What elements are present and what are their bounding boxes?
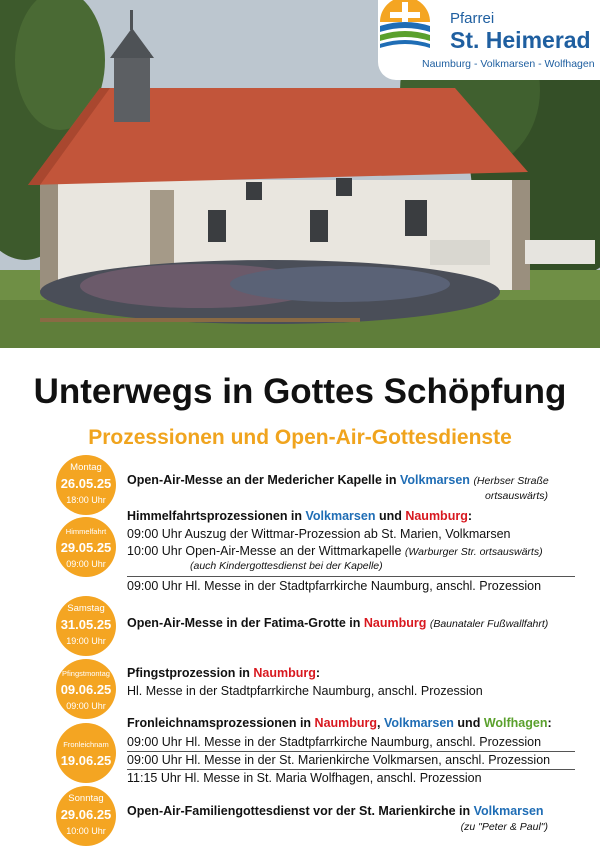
event-2-line-3: (auch Kindergottesdienst bei der Kapelle): [190, 560, 383, 572]
event-2-line-2: [127, 544, 543, 558]
date-badge-6: [56, 786, 116, 846]
event-3-text: Open-Air-Messe in der Fatima-Grotte in: [127, 616, 364, 630]
event-2-line-2-note: (Warburger Str. ortsauswärts): [404, 546, 543, 558]
event-5-line-2: 09:00 Uhr Hl. Messe in der St. Marienkirche Volkmarsen, anschl. Prozession: [127, 753, 551, 767]
date-time: 19:00 Uhr: [66, 636, 106, 646]
divider: [127, 751, 575, 752]
logo-line-places: Naumburg - Volkmarsen - Wolfhagen: [422, 58, 595, 70]
page-subtitle: Prozessionen und Open-Air-Gottesdienste: [88, 426, 512, 449]
event-2-line-2-text: 10:00 Uhr Open-Air-Messe an der Wittmarkapelle: [127, 544, 405, 558]
event-1-note2: ortsauswärts): [484, 490, 548, 502]
event-4-title: [127, 666, 320, 680]
date-date: 09.06.25: [60, 682, 112, 697]
event-4-head: Pfingstprozession in: [127, 666, 254, 680]
date-weekday: Montag: [70, 462, 102, 473]
event-1-place: Volkmarsen: [400, 473, 470, 487]
date-badge-3: [56, 596, 116, 656]
logo-line-pfarrei: Pfarrei: [450, 10, 495, 27]
event-5-comma: ,: [377, 716, 384, 730]
event-5-head: Fronleichnamsprozessionen in: [127, 716, 315, 730]
date-badge-4: [56, 659, 116, 719]
event-2-und: und: [375, 509, 406, 523]
event-4-line-1: Hl. Messe in der Stadtpfarrkirche Naumburg, anschl. Prozession: [127, 684, 483, 698]
date-weekday: Sonntag: [68, 793, 104, 804]
date-date: 31.05.25: [60, 617, 112, 632]
event-5-line-1: 09:00 Uhr Hl. Messe in der Stadtpfarrkirche Naumburg, anschl. Prozession: [127, 735, 542, 749]
event-2-line-4: 09:00 Uhr Hl. Messe in der Stadtpfarrkirche Naumburg, anschl. Prozession: [127, 579, 542, 593]
event-5-colon: :: [547, 716, 552, 730]
date-weekday: Fronleichnam: [63, 740, 109, 749]
date-time: 10:00 Uhr: [66, 826, 106, 836]
page-title: Unterwegs in Gottes Schöpfung: [33, 372, 567, 411]
logo-line-name: St. Heimerad: [450, 27, 591, 53]
date-time: 18:00 Uhr: [66, 495, 106, 505]
date-weekday: Samstag: [67, 603, 105, 614]
event-2-colon: :: [467, 509, 472, 523]
event-2-place1: Volkmarsen: [305, 509, 376, 523]
event-5-title: [127, 716, 552, 730]
date-time: 09:00 Uhr: [66, 701, 106, 711]
event-2-place2: Naumburg: [405, 509, 468, 523]
event-6-title: [127, 804, 544, 818]
event-6-note: (zu "Peter & Paul"): [460, 821, 548, 833]
event-1-note: (Herbser Straße: [473, 475, 549, 487]
event-5-und: und: [453, 716, 484, 730]
event-5-place2: Volkmarsen: [384, 716, 454, 730]
event-2-head: Himmelfahrtsprozessionen in: [127, 509, 306, 523]
event-3-note: (Baunataler Fußwallfahrt): [429, 618, 549, 630]
event-6-text: Open-Air-Familiengottesdienst vor der St. Marienkirche in: [127, 804, 474, 818]
divider: [127, 769, 575, 770]
date-date: 19.06.25: [60, 753, 112, 768]
event-1-title: [127, 473, 549, 487]
event-5-line-3: 11:15 Uhr Hl. Messe in St. Maria Wolfhagen, anschl. Prozession: [127, 771, 482, 785]
date-date: 29.06.25: [60, 807, 112, 822]
date-weekday: Pfingstmontag: [62, 669, 110, 678]
date-badge-1: [56, 455, 116, 515]
event-3-place: Naumburg: [363, 616, 427, 630]
event-5-place3: Wolfhagen: [483, 716, 548, 730]
hero-photo: [0, 0, 600, 348]
event-1-text: Open-Air-Messe an der Medericher Kapelle in: [127, 473, 400, 487]
event-4-place: Naumburg: [253, 666, 316, 680]
event-5-place1: Naumburg: [314, 716, 378, 730]
divider: [127, 576, 575, 577]
date-date: 29.05.25: [60, 540, 112, 555]
date-time: 09:00 Uhr: [66, 559, 106, 569]
date-badge-5: [56, 723, 116, 783]
logo-cross-icon: [378, 0, 432, 50]
date-date: 26.05.25: [60, 476, 112, 491]
event-4-colon: :: [315, 666, 321, 680]
parish-logo: [378, 0, 600, 80]
event-2-title: [127, 509, 472, 523]
date-badge-2: [56, 517, 116, 577]
event-6-place: Volkmarsen: [473, 804, 544, 818]
event-2-line-1: 09:00 Uhr Auszug der Wittmar-Prozession ab St. Marien, Volkmarsen: [127, 527, 511, 541]
event-3-title: [127, 616, 548, 630]
date-weekday: Himmelfahrt: [65, 527, 107, 536]
